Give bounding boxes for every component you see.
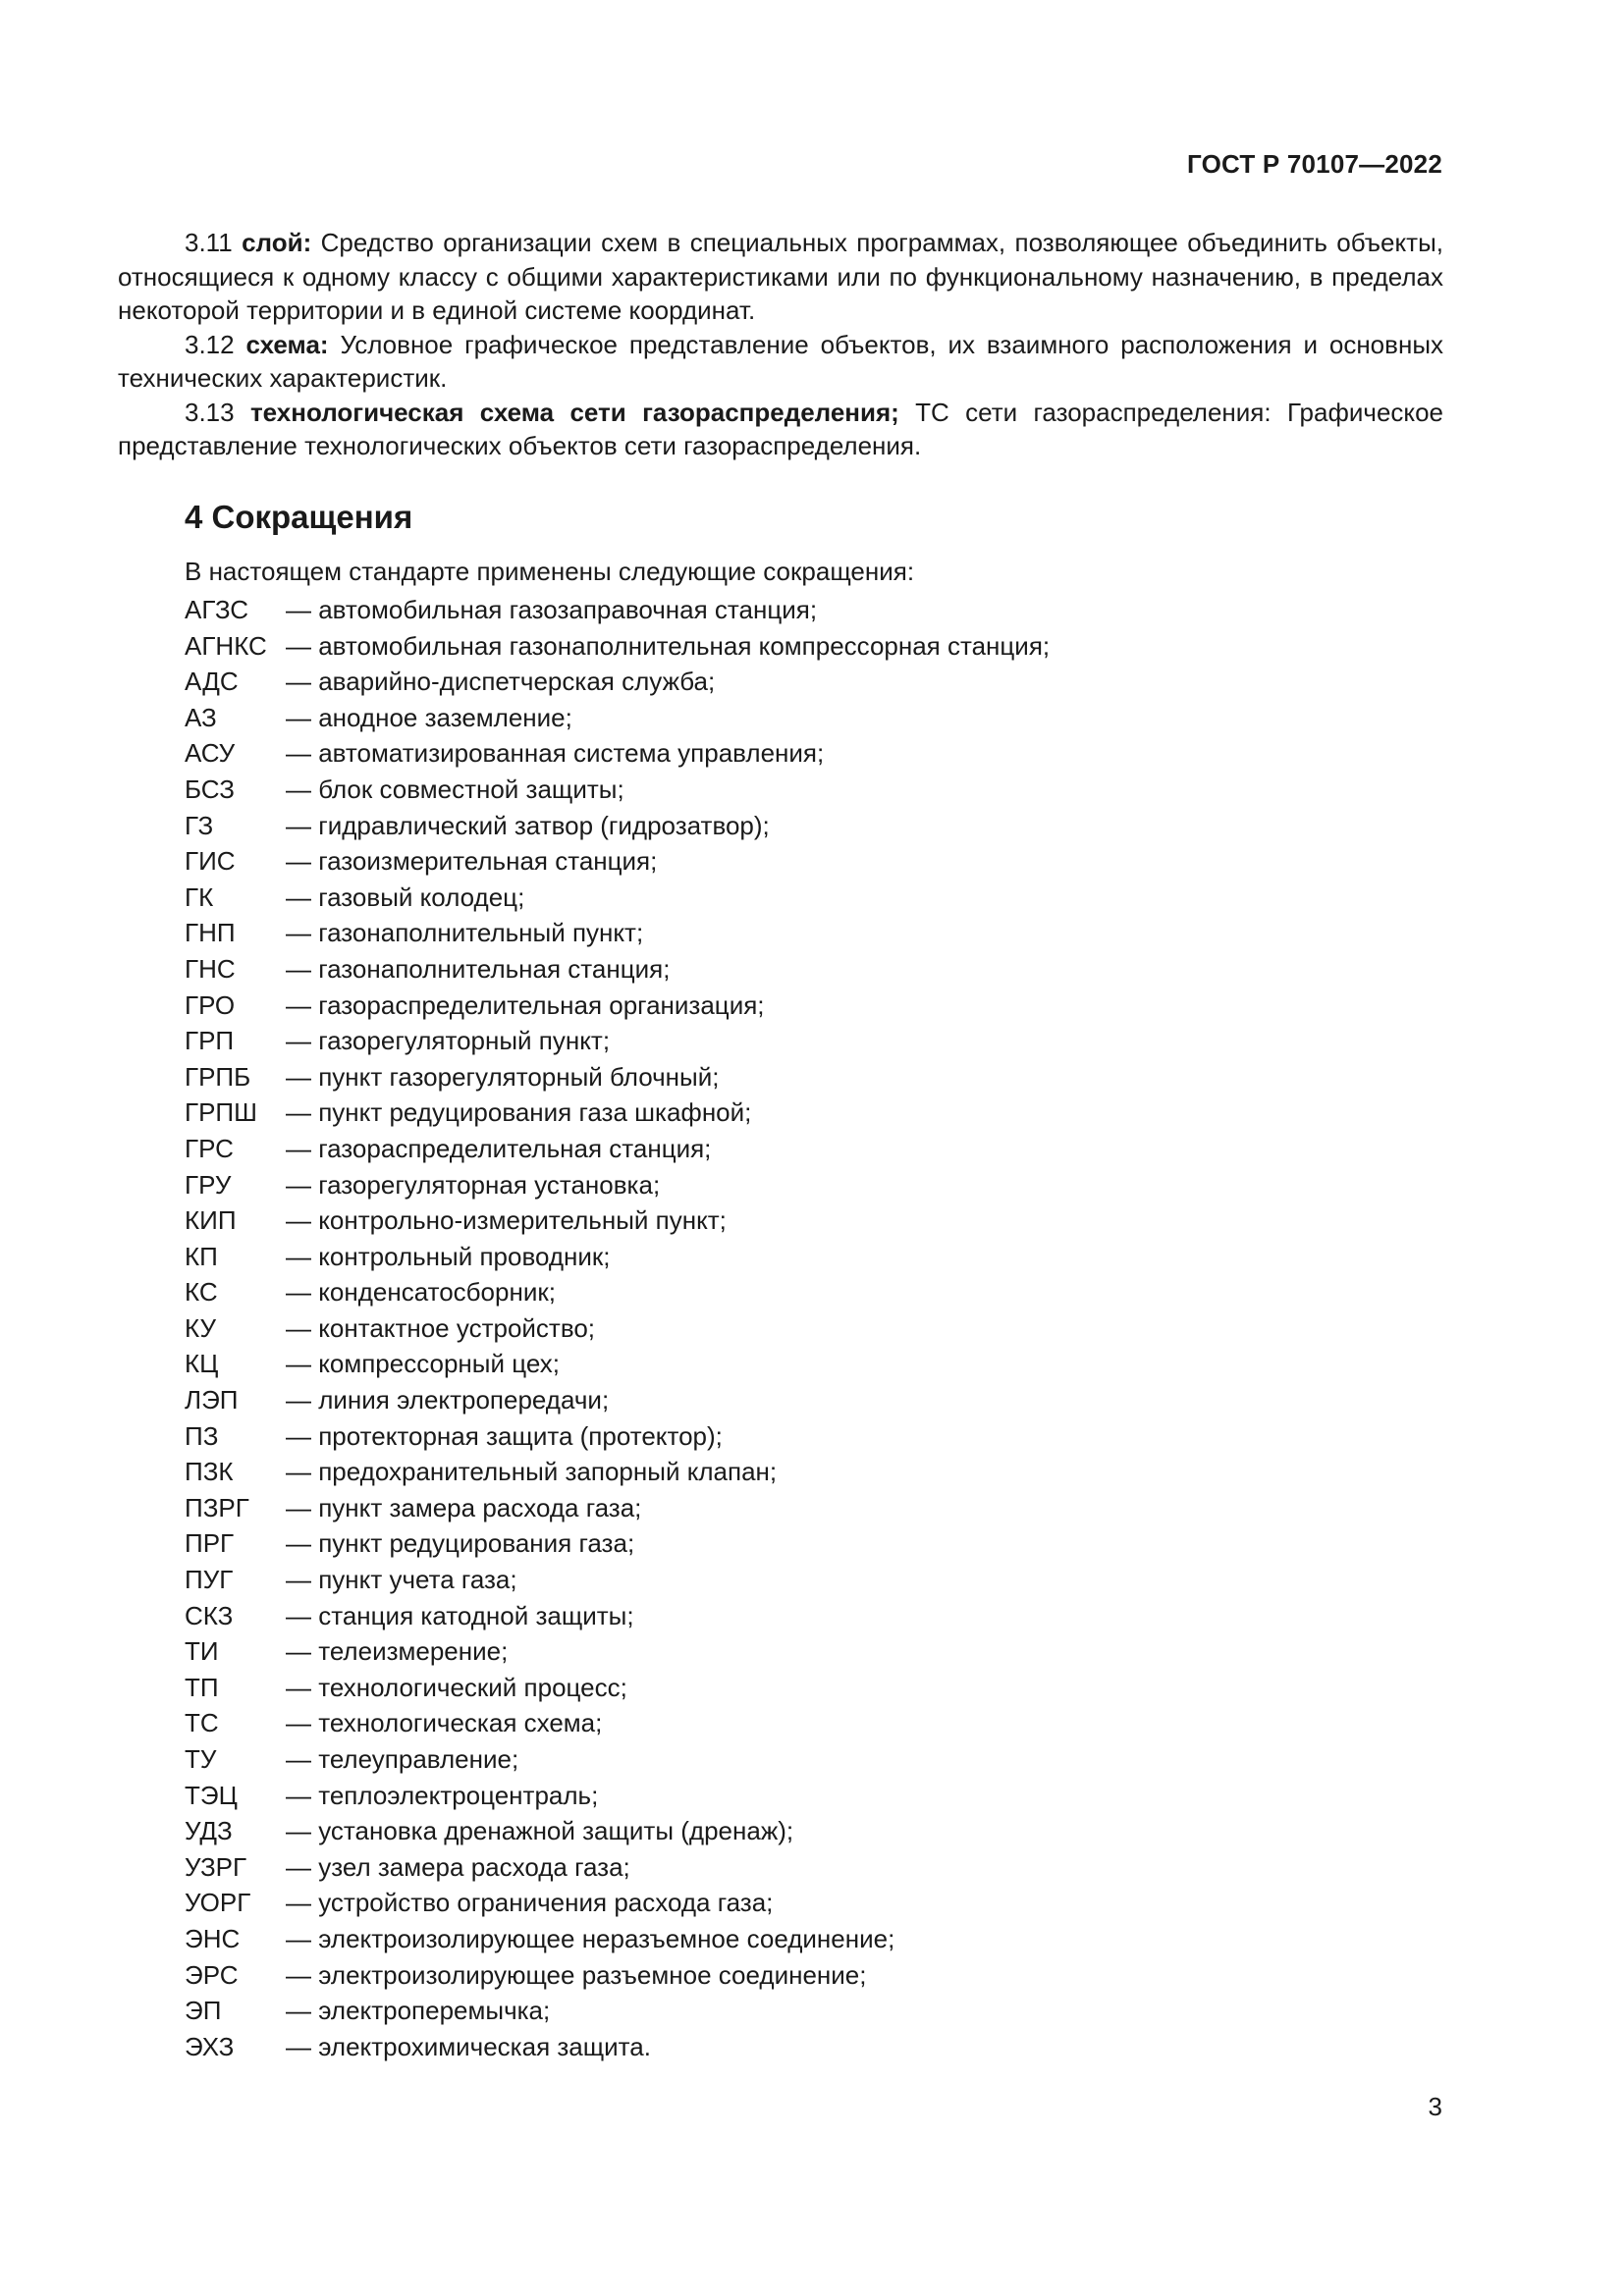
abbreviation-term: КЦ [185, 1349, 219, 1379]
definition-paragraph [118, 328, 1443, 396]
abbreviation-term: КП [185, 1241, 218, 1271]
abbreviation-description: — технологический процесс; [286, 1672, 627, 1702]
abbreviation-row [185, 1885, 1050, 1921]
abbreviation-description: — газорегуляторный пункт; [286, 1026, 611, 1056]
abbreviation-list [185, 592, 1050, 2064]
abbreviation-description: — пункт учета газа; [286, 1565, 517, 1595]
abbreviation-row [185, 628, 1050, 665]
abbreviation-description: — автомобильная газозаправочная станция; [286, 595, 818, 624]
abbreviation-term: УЗРГ [185, 1851, 247, 1882]
abbreviation-description: — автоматизированная система управления; [286, 738, 825, 769]
abbreviation-term: ГРПБ [185, 1061, 251, 1092]
abbreviation-row [185, 1023, 1050, 1059]
abbreviation-description: — газораспределительная организация; [286, 989, 765, 1020]
abbreviation-row [185, 592, 1050, 628]
abbreviation-row [185, 1993, 1050, 2029]
abbreviation-description: — телеуправление; [286, 1744, 519, 1774]
abbreviation-term: ТС [185, 1708, 219, 1738]
definition-paragraph [118, 226, 1443, 328]
abbreviation-row [185, 1202, 1050, 1239]
abbreviation-row [185, 735, 1050, 772]
abbreviation-row [185, 700, 1050, 736]
abbreviation-description: — электрохимическая защита. [286, 2031, 651, 2061]
abbreviation-row [185, 1670, 1050, 1706]
abbreviation-term: ЭХЗ [185, 2031, 235, 2061]
document-header: ГОСТ Р 70107—2022 [1187, 149, 1442, 179]
abbreviation-term: ЭРС [185, 1959, 239, 1990]
definition-term: слой: [242, 228, 312, 257]
definition-text: Средство организации схем в специальных программах, позволяющее объединить объекты, относящиеся к одному классу с общими характеристиками или по функциональному назначению, в пределах некоторой территории и в единой системе координат. [118, 228, 1443, 325]
abbreviation-term: ГНС [185, 953, 236, 984]
abbreviation-description: — электроперемычка; [286, 1996, 551, 2026]
abbreviation-description: — газовый колодец; [286, 881, 525, 912]
abbreviation-description: — электроизолирующее неразъемное соединение; [286, 1923, 895, 1953]
page-number: 3 [1428, 2092, 1442, 2121]
abbreviation-description: — газораспределительная станция; [286, 1133, 712, 1163]
definition-number: 3.11 [185, 228, 233, 257]
abbreviation-row [185, 1741, 1050, 1778]
definition-number: 3.13 [185, 397, 235, 427]
abbreviation-term: КС [185, 1277, 218, 1308]
abbreviation-description: — устройство ограничения расхода газа; [286, 1888, 774, 1918]
abbreviation-description: — технологическая схема; [286, 1708, 603, 1738]
definition-paragraph [118, 396, 1443, 463]
abbreviation-term: ГЗ [185, 810, 214, 840]
abbreviation-term: ГРО [185, 989, 236, 1020]
abbreviation-term: ПЗК [185, 1457, 234, 1487]
abbreviation-row [185, 772, 1050, 808]
abbreviation-term: ГРПШ [185, 1097, 257, 1128]
abbreviation-term: КИП [185, 1205, 237, 1236]
abbreviation-row [185, 1778, 1050, 1814]
abbreviation-row [185, 1921, 1050, 1957]
abbreviation-description: — предохранительный запорный клапан; [286, 1457, 778, 1487]
abbreviation-row [185, 1705, 1050, 1741]
abbreviation-description: — блок совместной защиты; [286, 774, 624, 804]
abbreviation-description: — газоизмерительная станция; [286, 846, 658, 877]
definition-text: Условное графическое представление объектов, их взаимного расположения и основных технических характеристик. [118, 329, 1444, 393]
abbreviation-row [185, 843, 1050, 880]
abbreviation-description: — конденсатосборник; [286, 1277, 556, 1308]
abbreviation-term: СКЗ [185, 1600, 234, 1630]
abbreviation-term: УДЗ [185, 1816, 233, 1846]
abbreviation-description: — линия электропередачи; [286, 1385, 610, 1415]
abbreviation-row [185, 1957, 1050, 1994]
abbreviation-term: ЭП [185, 1996, 222, 2026]
abbreviation-description: — газонаполнительная станция; [286, 953, 671, 984]
abbreviation-description: — контактное устройство; [286, 1312, 596, 1343]
abbreviation-term: ТИ [185, 1636, 219, 1667]
abbreviation-row [185, 951, 1050, 988]
definition-number: 3.12 [185, 329, 235, 359]
abbreviation-term: АГЗС [185, 595, 249, 624]
abbreviation-row [185, 2029, 1050, 2065]
abbreviation-term: ГНП [185, 918, 236, 948]
abbreviation-row [185, 808, 1050, 844]
abbreviation-description: — теплоэлектроцентраль; [286, 1780, 599, 1810]
abbreviation-row [185, 915, 1050, 951]
abbreviation-term: АГНКС [185, 630, 267, 661]
abbreviation-row [185, 1849, 1050, 1886]
abbreviation-description: — газорегуляторная установка; [286, 1169, 661, 1200]
abbreviation-description: — компрессорный цех; [286, 1349, 560, 1379]
abbreviation-description: — пункт газорегуляторный блочный; [286, 1061, 720, 1092]
definition-text: ТС сети газораспределения: Графическое представление технологических объектов сети газораспределения. [118, 397, 1443, 460]
abbreviation-term: АДС [185, 667, 239, 697]
abbreviation-description: — телеизмерение; [286, 1636, 509, 1667]
abbreviation-row [185, 1562, 1050, 1598]
abbreviation-term: ЛЭП [185, 1385, 239, 1415]
abbreviation-term: УОРГ [185, 1888, 251, 1918]
section-title: 4 Сокращения [185, 499, 413, 535]
abbreviation-description: — узел замера расхода газа; [286, 1851, 630, 1882]
abbreviation-row [185, 664, 1050, 700]
abbreviation-term: ТП [185, 1672, 219, 1702]
abbreviation-description: — пункт замера расхода газа; [286, 1492, 642, 1522]
abbreviation-description: — пункт редуцирования газа шкафной; [286, 1097, 752, 1128]
abbreviation-term: АСУ [185, 738, 236, 769]
abbreviation-row [185, 1167, 1050, 1203]
abbreviation-description: — контрольно-измерительный пункт; [286, 1205, 727, 1236]
abbreviation-term: ПЗ [185, 1420, 219, 1451]
abbreviation-row [185, 1059, 1050, 1095]
abbreviation-term: ПУГ [185, 1565, 234, 1595]
abbreviation-row [185, 1382, 1050, 1418]
abbreviation-description: — контрольный проводник; [286, 1241, 611, 1271]
abbreviation-term: ТУ [185, 1744, 217, 1774]
abbreviation-row [185, 1418, 1050, 1455]
abbreviation-term: ПРГ [185, 1528, 235, 1559]
abbreviation-row [185, 1813, 1050, 1849]
abbreviation-row [185, 1346, 1050, 1382]
abbreviation-description: — электроизолирующее разъемное соединение; [286, 1959, 867, 1990]
abbreviation-row [185, 1454, 1050, 1490]
definition-term: схема: [245, 329, 329, 359]
abbreviation-row [185, 1598, 1050, 1634]
abbreviation-row [185, 1310, 1050, 1347]
abbreviation-term: ГРУ [185, 1169, 232, 1200]
abbreviation-description: — станция катодной защиты; [286, 1600, 634, 1630]
abbreviation-row [185, 1633, 1050, 1670]
abbreviation-description: — анодное заземление; [286, 702, 572, 732]
abbreviation-row [185, 1274, 1050, 1310]
abbreviation-description: — протекторная защита (протектор); [286, 1420, 723, 1451]
abbreviation-description: — газонаполнительный пункт; [286, 918, 644, 948]
abbreviation-description: — автомобильная газонаполнительная компрессорная станция; [286, 630, 1051, 661]
abbreviation-row [185, 1490, 1050, 1526]
abbreviation-row [185, 880, 1050, 916]
abbreviation-row [185, 1131, 1050, 1167]
abbreviation-term: БСЗ [185, 774, 235, 804]
abbreviation-term: ГИС [185, 846, 236, 877]
abbreviation-term: КУ [185, 1312, 216, 1343]
abbreviation-row [185, 988, 1050, 1024]
abbreviation-description: — гидравлический затвор (гидрозатвор); [286, 810, 770, 840]
abbreviation-row [185, 1095, 1050, 1131]
abbreviation-term: ГК [185, 881, 214, 912]
abbreviation-row [185, 1525, 1050, 1562]
definition-term: технологическая схема сети газораспределения; [249, 397, 899, 427]
abbreviation-description: — аварийно-диспетчерская служба; [286, 667, 716, 697]
abbreviation-term: ГРП [185, 1026, 235, 1056]
abbreviation-description: — пункт редуцирования газа; [286, 1528, 635, 1559]
section-intro: В настоящем стандарте применены следующие сокращения: [185, 557, 915, 586]
abbreviation-description: — установка дренажной защиты (дренаж); [286, 1816, 794, 1846]
abbreviation-term: ПЗРГ [185, 1492, 249, 1522]
abbreviation-term: ЭНС [185, 1923, 241, 1953]
abbreviation-term: ТЭЦ [185, 1780, 238, 1810]
abbreviation-term: АЗ [185, 702, 217, 732]
abbreviation-row [185, 1239, 1050, 1275]
abbreviation-term: ГРС [185, 1133, 234, 1163]
definitions-block [118, 226, 1443, 463]
